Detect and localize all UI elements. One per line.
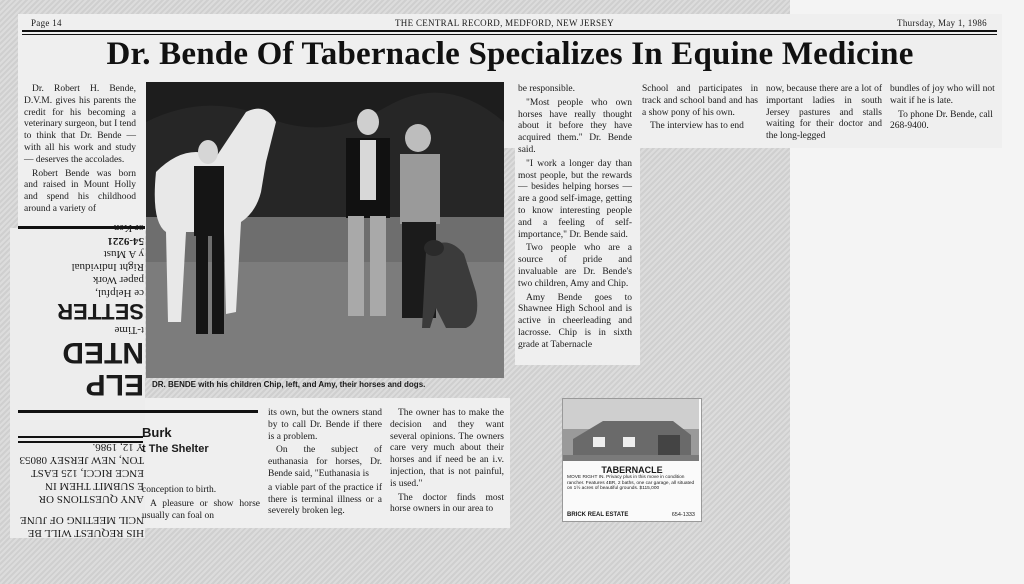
paragraph: be responsible.: [518, 84, 575, 94]
ad-headline: ELP: [85, 368, 144, 401]
paragraph: Robert Bende was born and raised in Mount Holly and spend his childhood around a variety of: [24, 168, 136, 214]
real-estate-ad: [562, 398, 702, 522]
article-column-5: [766, 84, 882, 145]
ad-line: NCIL MEETING OF JUNE: [20, 514, 144, 526]
paragraph: School and participates in track and school band and has a show pony of his own.: [642, 84, 758, 118]
ad-line: paper Work: [92, 274, 144, 286]
paragraph: its own, but the owners stand by to call Dr. Bende if there is a problem.: [268, 408, 382, 442]
paragraph: Amy Bende goes to Shawnee High School and is active in cheerleading and lacrosse. Chip is in sixth grade at Tabernacle: [518, 292, 632, 350]
ad-line: Right Individual: [71, 261, 144, 273]
photo-caption: DR. BENDE with his children Chip, left, and Amy, their horses and dogs.: [152, 380, 426, 389]
ad-line: y A Must: [103, 248, 144, 260]
page-number: Page 14: [31, 18, 62, 28]
article-column-3: [518, 84, 632, 354]
ad-line: Y 12, 1986.: [92, 441, 144, 453]
paragraph: A pleasure or show horse usually can foal on: [142, 498, 260, 521]
paper-name: THE CENTRAL RECORD, MEDFORD, NEW JERSEY: [395, 18, 614, 28]
article-bottom-column-2: [268, 408, 382, 520]
ad-phone: 654-1333: [671, 512, 695, 518]
paragraph: On the subject of euthanasia for horses, Dr. Bende said, "Euthanasia is: [268, 445, 382, 479]
ad-line: or Ken: [113, 222, 144, 234]
ad-subheadline: SETTER: [57, 299, 144, 324]
side-heading-title: t The Shelter: [142, 443, 209, 455]
paragraph: bundles of joy who will not wait if he is late.: [890, 84, 995, 106]
paragraph: "I work a longer day than most people, but the rewards — besides helping horses — are a good self-image, getting to know interesting people and a feeling of self-importance," Dr. Bende said.: [518, 158, 632, 240]
inverted-classified-ad: [14, 222, 144, 539]
issue-date: Thursday, May 1, 1986: [897, 18, 987, 28]
ad-headline: NTED: [62, 336, 144, 369]
paragraph: The interview has to end: [650, 121, 744, 132]
paragraph: now, because there are a lot of important ladies in south Jersey pastures and stalls waiting for their doctor and the long-legged: [766, 84, 882, 142]
ad-line: HIS REQUEST WILL BE: [27, 527, 144, 539]
paragraph: Dr. Robert H. Bende, D.V.M. gives his parents the credit for his becoming a veterinary surgeon, but I tend to think that Dr. Bende — with all his work and study — deserves the accolades.: [24, 84, 136, 165]
article-column-6: [890, 84, 998, 135]
headline: Dr. Bende Of Tabernacle Specializes In Equine Medicine: [106, 36, 914, 72]
ad-blurb: MOVE RIGHT IN. Privacy plus in this move in condition rancher. Features 4BR, 2 baths, one car garage, all situated on 1½ acres of beautiful grounds. $115,000: [567, 475, 695, 492]
ad-line: ce Helpful,: [95, 287, 144, 299]
article-column-4: [642, 84, 758, 135]
header-rule: [22, 30, 997, 32]
paragraph: The doctor finds most horse owners in our area to: [390, 492, 504, 515]
side-heading-name: Burk: [142, 425, 172, 440]
article-bottom-column-3: [390, 408, 504, 518]
ad-line: E SUBMIT THEM IN: [45, 480, 144, 492]
ad-line: ANY QUESTIONS OR: [38, 493, 144, 505]
ad-line: TON, NEW JERSEY 08053: [19, 454, 144, 466]
ad-agency: BRICK REAL ESTATE: [567, 512, 629, 518]
family-photo: [146, 82, 504, 378]
paragraph: conception to birth.: [142, 485, 217, 495]
article-bottom-column-1: [142, 485, 260, 524]
photo-illustration: [146, 82, 504, 378]
paragraph: Two people who are a source of pride and invaluable are Dr. Bende's two children, Amy and Chip.: [518, 243, 632, 289]
paragraph: The owner has to make the decision and they want several opinions. The owners care very much about their horses and if need be an i.v. injection, that is not painful, is used.": [390, 408, 504, 489]
ad-town: TABERNACLE: [601, 465, 663, 475]
header-rule-thin: [22, 34, 997, 35]
ad-line: ENCE RICCI, 125 EAST: [30, 467, 144, 479]
house-photo: [563, 399, 699, 461]
paragraph: "Most people who own horses have really thought about it before they have acquired them." Dr. Bende said.: [518, 97, 632, 155]
paragraph: To phone Dr. Bende, call 268-9400.: [890, 109, 993, 132]
ad-phone: 54-9221: [107, 235, 144, 247]
article-column-1: [24, 84, 136, 218]
ad-line: t-Time: [114, 324, 144, 336]
paragraph: a viable part of the practice if there is terminal illness or a severely broken leg.: [268, 482, 382, 517]
